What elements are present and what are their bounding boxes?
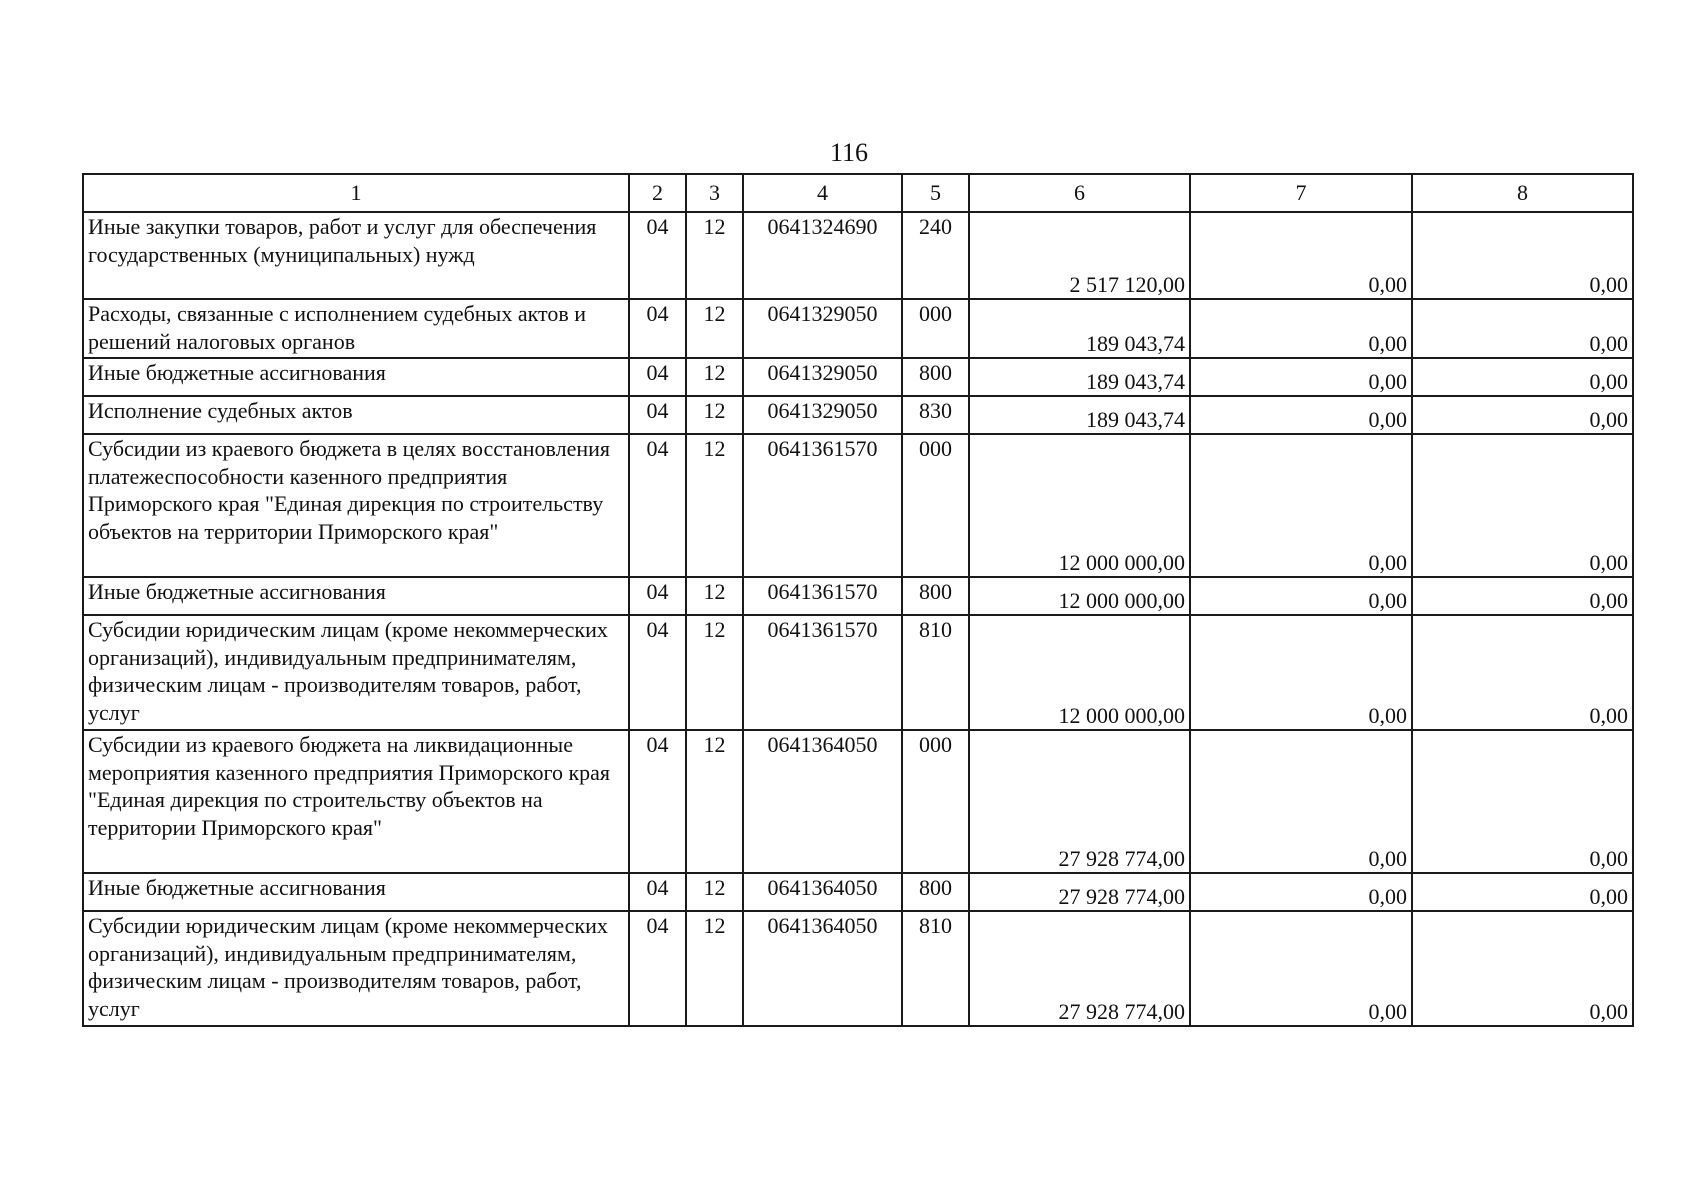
- row-amount-cell: 12 000 000,00: [969, 577, 1190, 615]
- row-section-cell: 04: [629, 358, 686, 396]
- row-target-article-cell: 0641324690: [743, 212, 902, 299]
- row-amount-cell: 0,00: [1412, 577, 1633, 615]
- row-amount-cell: 12 000 000,00: [969, 434, 1190, 577]
- table-row: [83, 730, 1633, 873]
- row-subsection-cell: 12: [686, 615, 743, 730]
- row-name-cell: Субсидии из краевого бюджета на ликвидационные мероприятия казенного предприятия Приморского края "Единая дирекция по строительству объектов на территории Приморского края": [83, 730, 629, 873]
- row-amount-cell: 0,00: [1412, 396, 1633, 434]
- row-target-article-cell: 0641364050: [743, 911, 902, 1026]
- row-expense-type-cell: 000: [902, 299, 969, 358]
- row-subsection-cell: 12: [686, 299, 743, 358]
- row-amount-cell: 2 517 120,00: [969, 212, 1190, 299]
- row-amount-cell: 0,00: [1412, 873, 1633, 911]
- row-subsection-cell: 12: [686, 434, 743, 577]
- row-section-cell: 04: [629, 911, 686, 1026]
- row-amount-cell: 0,00: [1190, 358, 1412, 396]
- row-expense-type-cell: 800: [902, 873, 969, 911]
- row-subsection-cell: 12: [686, 212, 743, 299]
- row-name-cell: Субсидии из краевого бюджета в целях восстановления платежеспособности казенного предприятия Приморского края "Единая дирекция по строительству объектов на территории Приморского края": [83, 434, 629, 577]
- row-subsection-cell: 12: [686, 358, 743, 396]
- table-row: [83, 434, 1633, 577]
- header-cell: 4: [743, 174, 902, 212]
- row-amount-cell: 0,00: [1190, 615, 1412, 730]
- row-name-cell: Расходы, связанные с исполнением судебных актов и решений налоговых органов: [83, 299, 629, 358]
- row-section-cell: 04: [629, 873, 686, 911]
- row-section-cell: 04: [629, 577, 686, 615]
- header-cell: 1: [83, 174, 629, 212]
- header-cell: 3: [686, 174, 743, 212]
- row-section-cell: 04: [629, 299, 686, 358]
- row-expense-type-cell: 810: [902, 911, 969, 1026]
- row-amount-cell: 0,00: [1412, 434, 1633, 577]
- row-amount-cell: 0,00: [1412, 911, 1633, 1026]
- row-subsection-cell: 12: [686, 873, 743, 911]
- row-target-article-cell: 0641329050: [743, 358, 902, 396]
- row-name-cell: Субсидии юридическим лицам (кроме некоммерческих организаций), индивидуальным предпринимателям, физическим лицам - производителям товаров, работ, услуг: [83, 911, 629, 1026]
- row-section-cell: 04: [629, 434, 686, 577]
- row-amount-cell: 0,00: [1190, 434, 1412, 577]
- row-name-cell: Субсидии юридическим лицам (кроме некоммерческих организаций), индивидуальным предпринимателям, физическим лицам - производителям товаров, работ, услуг: [83, 615, 629, 730]
- row-target-article-cell: 0641361570: [743, 434, 902, 577]
- row-amount-cell: 0,00: [1190, 212, 1412, 299]
- row-amount-cell: 27 928 774,00: [969, 730, 1190, 873]
- table-row: [83, 577, 1633, 615]
- row-amount-cell: 189 043,74: [969, 358, 1190, 396]
- row-expense-type-cell: 800: [902, 577, 969, 615]
- row-target-article-cell: 0641329050: [743, 396, 902, 434]
- row-amount-cell: 0,00: [1190, 730, 1412, 873]
- table-row: [83, 299, 1633, 358]
- row-expense-type-cell: 240: [902, 212, 969, 299]
- row-target-article-cell: 0641329050: [743, 299, 902, 358]
- row-target-article-cell: 0641361570: [743, 577, 902, 615]
- row-expense-type-cell: 830: [902, 396, 969, 434]
- row-name-cell: Иные закупки товаров, работ и услуг для обеспечения государственных (муниципальных) нужд: [83, 212, 629, 299]
- row-expense-type-cell: 800: [902, 358, 969, 396]
- row-expense-type-cell: 000: [902, 434, 969, 577]
- header-cell: 8: [1412, 174, 1633, 212]
- row-amount-cell: 0,00: [1412, 730, 1633, 873]
- row-subsection-cell: 12: [686, 911, 743, 1026]
- row-subsection-cell: 12: [686, 396, 743, 434]
- header-cell: 6: [969, 174, 1190, 212]
- row-amount-cell: 0,00: [1412, 299, 1633, 358]
- row-section-cell: 04: [629, 730, 686, 873]
- row-section-cell: 04: [629, 396, 686, 434]
- row-section-cell: 04: [629, 615, 686, 730]
- row-target-article-cell: 0641364050: [743, 730, 902, 873]
- row-amount-cell: 189 043,74: [969, 299, 1190, 358]
- row-amount-cell: 27 928 774,00: [969, 911, 1190, 1026]
- row-subsection-cell: 12: [686, 730, 743, 873]
- row-amount-cell: 0,00: [1412, 358, 1633, 396]
- table-row: [83, 873, 1633, 911]
- header-cell: 7: [1190, 174, 1412, 212]
- row-amount-cell: 189 043,74: [969, 396, 1190, 434]
- budget-table: [82, 173, 1634, 1027]
- row-name-cell: Иные бюджетные ассигнования: [83, 873, 629, 911]
- row-target-article-cell: 0641361570: [743, 615, 902, 730]
- page-number: 116: [829, 138, 869, 167]
- row-amount-cell: 0,00: [1190, 299, 1412, 358]
- table-row: [83, 911, 1633, 1026]
- table-row: [83, 615, 1633, 730]
- table-row: [83, 358, 1633, 396]
- row-amount-cell: 0,00: [1190, 873, 1412, 911]
- row-amount-cell: 0,00: [1190, 911, 1412, 1026]
- table-row: [83, 212, 1633, 299]
- table-row: [83, 396, 1633, 434]
- row-amount-cell: 27 928 774,00: [969, 873, 1190, 911]
- row-name-cell: Исполнение судебных актов: [83, 396, 629, 434]
- header-cell: 2: [629, 174, 686, 212]
- row-subsection-cell: 12: [686, 577, 743, 615]
- header-cell: 5: [902, 174, 969, 212]
- row-name-cell: Иные бюджетные ассигнования: [83, 358, 629, 396]
- row-amount-cell: 0,00: [1190, 396, 1412, 434]
- row-amount-cell: 0,00: [1412, 212, 1633, 299]
- row-name-cell: Иные бюджетные ассигнования: [83, 577, 629, 615]
- row-amount-cell: 0,00: [1190, 577, 1412, 615]
- row-target-article-cell: 0641364050: [743, 873, 902, 911]
- row-amount-cell: 0,00: [1412, 615, 1633, 730]
- row-expense-type-cell: 810: [902, 615, 969, 730]
- table-header-row: [83, 174, 1633, 212]
- row-amount-cell: 12 000 000,00: [969, 615, 1190, 730]
- row-section-cell: 04: [629, 212, 686, 299]
- row-expense-type-cell: 000: [902, 730, 969, 873]
